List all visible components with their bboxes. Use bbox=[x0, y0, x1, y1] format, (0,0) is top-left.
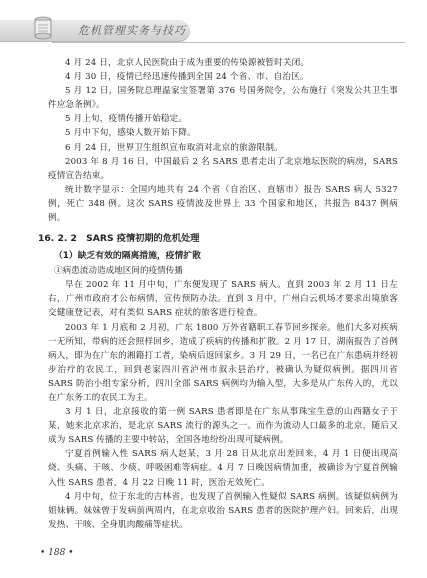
header-rule bbox=[52, 42, 405, 43]
paragraph: 2003 年 8 月 16 日，中国最后 2 名 SARS 患者走出了北京地坛医院的病房，SARS 疫情宣告结束。 bbox=[48, 156, 398, 181]
page-content bbox=[38, 56, 398, 532]
paragraph: 3 月 1 日，北京接收的第一例 SARS 患者即是在广东从事珠宝生意的山西籍女子于某，她来北京求治，是北京 SARS 流行的源头之一。而作为流动人口最多的北京，随后又成为 SARS 传播的主要中转站，全国各地纷纷出现可疑病例。 bbox=[48, 407, 398, 446]
section-heading: 16. 2. 2 SARS 疫情初期的危机处理 bbox=[38, 233, 200, 245]
paragraph: 5 月 12 日，国务院总理温家宝签署第 376 号国务院令，公布施行《突发公共卫生事件应急条例》。 bbox=[48, 86, 398, 111]
subsection-heading: （1）缺乏有效的隔离措施，疫情扩散 bbox=[54, 251, 201, 262]
header-title: 危机管理实务与技巧 bbox=[78, 24, 186, 37]
paragraph: 宁夏首例输入性 SARS 病人赵某，3 月 28 日从北京出差回来，4 月 1 日便出现高烧、头痛、干咳、少痰、呼吸困难等病症。4 月 7 日晚因病情加重，被确诊为宁夏首例输入性 SARS 患者，4 月 22 日晚 11 时，医治无效死亡。 bbox=[48, 449, 398, 488]
paragraph: 早在 2002 年 11 月中旬，广东便发现了 SARS 病人。直到 2003 年 2 月 11 日左右，广州市政府才公布病情，宣传预防办法。直到 3 月中，广州白云机场才要求出境旅客交健康登记表，对有类似 SARS 症状的旅客进行检查。 bbox=[48, 280, 398, 319]
subsection-item: ①病患流动造成地区间的疫情传播 bbox=[54, 266, 183, 277]
scroll-logo-icon bbox=[29, 14, 57, 42]
paragraph: 5 月上旬，疫情传播开始稳定。 bbox=[65, 114, 188, 125]
page-number: • 188 • bbox=[40, 548, 74, 558]
paragraph: 5 月中下旬，感染人数开始下降。 bbox=[65, 128, 196, 139]
paragraph: 统计数字显示：全国内地共有 24 个省（自治区、直辖市）报告 SARS 病人 5327 例，死亡 348 例。这次 SARS 疫情波及世界上 33 个国家和地区，共报告 8437 例病例。 bbox=[48, 184, 398, 224]
paragraph: 6 月 24 日，世界卫生组织宣布取消对北京的旅游限制。 bbox=[65, 142, 283, 153]
paragraph: 4 月中旬，位于东北的吉林省，也发现了首例输入性疑似 SARS 病例。该疑似病例为姐妹俩。妹妹曾于发病前两周内，在北京收治 SARS 患者的医院护理产妇。回来后，出现发热、干咳、全身肌肉酸痛等症状。 bbox=[48, 491, 398, 530]
running-header bbox=[0, 0, 427, 50]
paragraph: 2003 年 1 月底和 2 月初，广东 1800 万外省籍职工春节回乡探亲。他们大多对疾病一无所知，带病的还会照样回乡，造成了疾病的传播和扩散。2 月 17 日，湖南报告了首例病人，即为在广东的湘籍打工者，染病后返回家乡。3 月 29 日，一名已在广东患病并经初步治疗的农民工，回到老家四川省泸州市叙永县治疗，被确认为疑似病例。据四川省 SARS 防治小组专家分析，四川全部 SARS 病例均为输入型，大多是从广东传入的，尤以在广东务工的农民工为主。 bbox=[48, 322, 398, 403]
paragraph: 4 月 30 日，疫情已经迅速传播到全国 24 个省、市、自治区。 bbox=[65, 72, 309, 83]
paragraph: 4 月 24 日，北京人民医院由于成为重要的传染源被暂时关闭。 bbox=[65, 58, 310, 68]
